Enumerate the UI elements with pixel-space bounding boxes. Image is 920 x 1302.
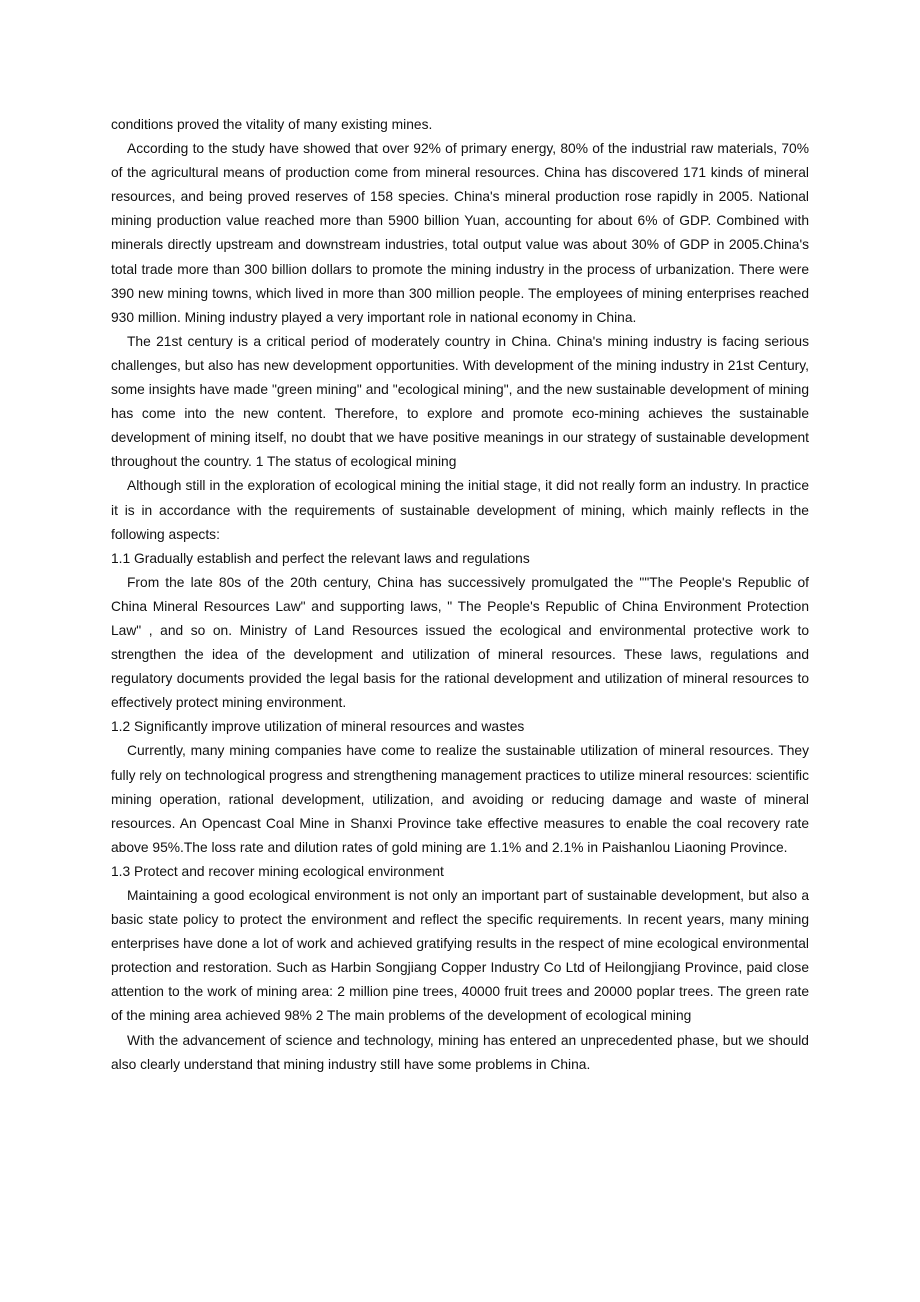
paragraph-mineral-statistics: According to the study have showed that over 92% of primary energy, 80% of the industrial raw materials, 70% of the agricultural means of production come from mineral resources. China has discovered 171 kinds of mineral resources, and being proved reserves of 158 species. China's mineral production rose rapidly in 2005. National mining production value reached more than 5900 billion Yuan, accounting for about 6% of GDP. Combined with minerals directly upstream and downstream industries, total output value was about 30% of GDP in 2005.China's total trade more than 300 billion dollars to promote the mining industry in the process of urbanization. There were 390 new mining towns, which lived in more than 300 million people. The employees of mining enterprises reached 930 million. Mining industry played a very important role in national economy in China. (111, 141, 809, 325)
paragraph-continuation: conditions proved the vitality of many existing mines. (111, 117, 433, 132)
section-heading-1-3: 1.3 Protect and recover mining ecological environment (111, 863, 444, 879)
paragraph-ecological-environment: Maintaining a good ecological environment is not only an important part of sustainable development, but also a basic state policy to protect the environment and reflect the specific requirements. In recent years, many mining enterprises have done a lot of work and achieved gratifying results in the respect of mine ecological environmental protection and restoration. Such as Harbin Songjiang Copper Industry Co Ltd of Heilongjiang Province, paid close attention to the work of mining area: 2 million pine trees, 40000 fruit trees and 20000 poplar trees. The green rate of the mining area achieved 98% 2 The main problems of the development of ecological mining (111, 888, 809, 1024)
paragraph-21st-century: The 21st century is a critical period of moderately country in China. China's mining industry is facing serious challenges, but also has new development opportunities. With development of the mining industry in 21st Century, some insights have made "green mining" and "ecological mining", and the new sustainable development of mining has come into the new content. Therefore, to explore and promote eco-mining achieves the sustainable development of mining itself, no doubt that we have positive meanings in our strategy of sustainable development throughout the country. 1 The status of ecological mining (111, 333, 809, 470)
document-page (111, 113, 809, 1077)
paragraph-main-problems: With the advancement of science and technology, mining has entered an unprecedented phase, but we should also clearly understand that mining industry still have some problems in China. (111, 1032, 809, 1072)
paragraph-laws-regulations: From the late 80s of the 20th century, China has successively promulgated the ""The People's Republic of China Mineral Resources Law" and supporting laws, " The People's Republic of China Environment Protection Law" , and so on. Ministry of Land Resources issued the ecological and environmental protective work to strengthen the idea of the development and utilization of mineral resources. These laws, regulations and regulatory documents provided the legal basis for the rational development and utilization of mineral resources to effectively protect mining environment. (111, 574, 809, 711)
paragraph-ecological-mining-status: Although still in the exploration of ecological mining the initial stage, it did not really form an industry. In practice it is in accordance with the requirements of sustainable development of mining, which mainly reflects in the following aspects: (111, 478, 809, 542)
section-heading-1-1: 1.1 Gradually establish and perfect the relevant laws and regulations (111, 550, 530, 566)
paragraph-resource-utilization: Currently, many mining companies have come to realize the sustainable utilization of mineral resources. They fully rely on technological progress and strengthening management practices to utilize mineral resources: scientific mining operation, rational development, utilization, and avoiding or reducing damage and waste of mineral resources. An Opencast Coal Mine in Shanxi Province take effective measures to enable the coal recovery rate above 95%.The loss rate and dilution rates of gold mining are 1.1% and 2.1% in Paishanlou Liaoning Province. (111, 743, 809, 855)
section-heading-1-2: 1.2 Significantly improve utilization of mineral resources and wastes (111, 719, 525, 735)
